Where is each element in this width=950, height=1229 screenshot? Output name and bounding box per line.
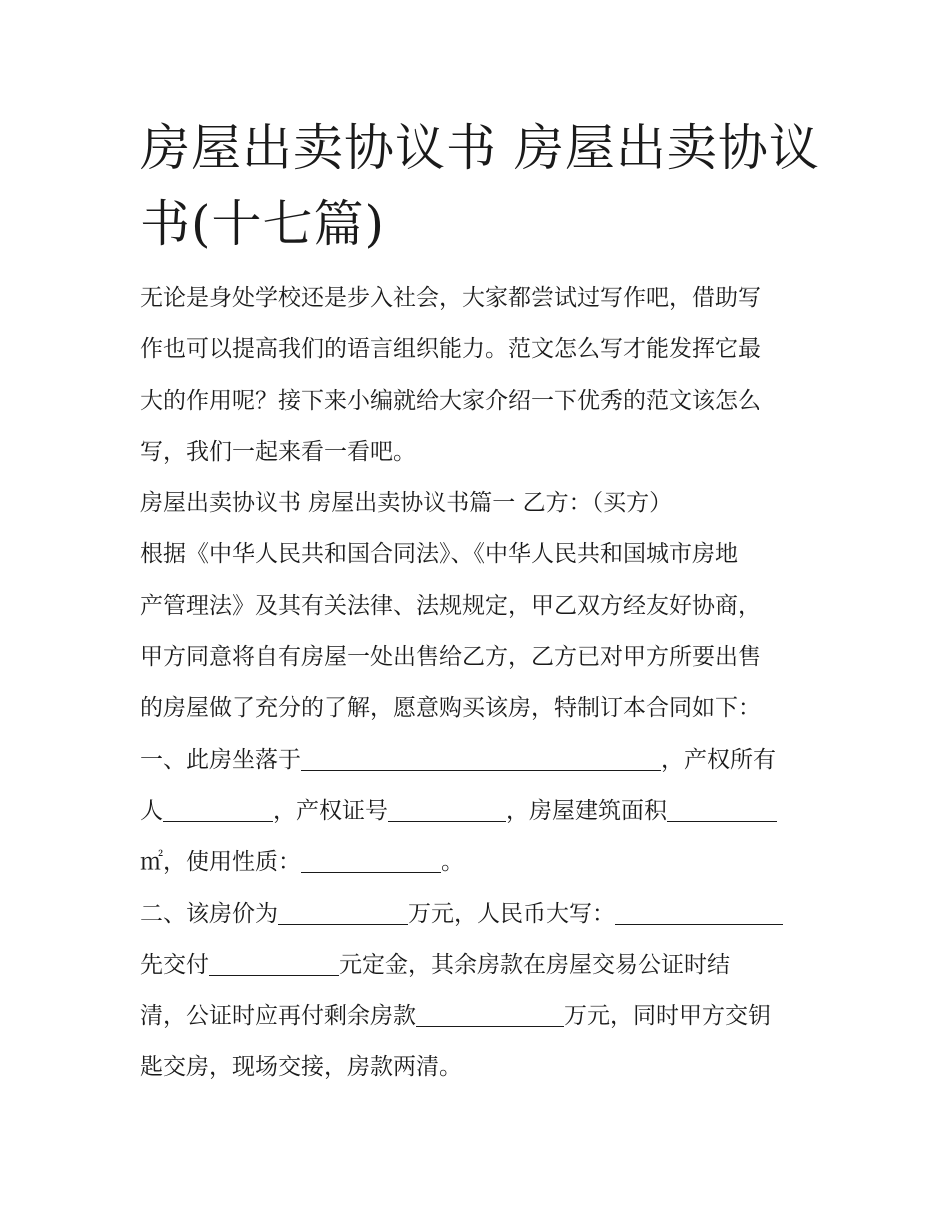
clause2-line-3 (140, 991, 812, 1042)
clause1-line-3 (140, 837, 812, 888)
clause2-line-2 (140, 940, 812, 991)
price-blank[interactable] (278, 900, 408, 925)
usage-blank[interactable] (301, 848, 441, 873)
document-body (140, 273, 812, 1094)
unit-label: ㎡，使用性质： (140, 849, 301, 876)
para-line: 根据《中华人民共和国合同法》、《中华人民共和国城市房地 (140, 541, 738, 568)
title-line-1: 房屋出卖协议书 房屋出卖协议 (140, 119, 820, 177)
location-blank[interactable] (301, 746, 661, 771)
cert-blank[interactable] (388, 797, 506, 822)
deposit-blank[interactable] (209, 951, 339, 976)
owner-label: 人 (140, 797, 163, 824)
clause1-prefix: 一、此房坐落于 (140, 746, 301, 773)
clause2-line-1 (140, 889, 812, 940)
area-blank[interactable] (667, 797, 777, 822)
remaining-suffix: 万元，同时甲方交钥 (564, 1003, 771, 1030)
clause1-end: 。 (441, 849, 464, 876)
clause1-owner-text: ，产权所有 (661, 746, 776, 773)
document-title (140, 110, 820, 262)
owner-blank[interactable] (163, 797, 273, 822)
price-words-blank[interactable] (615, 900, 783, 925)
para-line: 的房屋做了充分的了解，愿意购买该房，特制订本合同如下： (140, 695, 761, 722)
title-line-2: 书(十七篇) (140, 195, 386, 253)
remaining-blank[interactable] (416, 1002, 564, 1027)
clause1-line-1 (140, 735, 812, 786)
deposit-suffix: 元定金，其余房款在房屋交易公证时结 (339, 951, 730, 978)
intro-line: 大的作用呢？接下来小编就给大家介绍一下优秀的范文该怎么 (140, 387, 761, 414)
intro-line: 作也可以提高我们的语言组织能力。范文怎么写才能发挥它最 (140, 336, 761, 363)
section-heading: 房屋出卖协议书 房屋出卖协议书篇一 乙方：（买方） (140, 490, 673, 517)
clause2-prefix: 二、该房价为 (140, 900, 278, 927)
clause1-line-2 (140, 786, 812, 837)
cert-label: ，产权证号 (273, 797, 388, 824)
para-line: 产管理法》及其有关法律、法规规定，甲乙双方经友好协商， (140, 592, 761, 619)
clause2-line-4: 匙交房，现场交接，房款两清。 (140, 1054, 462, 1081)
deposit-prefix: 先交付 (140, 951, 209, 978)
clause2-wan: 万元，人民币大写： (408, 900, 615, 927)
para-line: 甲方同意将自有房屋一处出售给乙方，乙方已对甲方所要出售 (140, 644, 761, 671)
intro-line: 写，我们一起来看一看吧。 (140, 438, 416, 465)
area-label: ，房屋建筑面积 (506, 797, 667, 824)
intro-line: 无论是身处学校还是步入社会，大家都尝试过写作吧，借助写 (140, 285, 761, 311)
remaining-prefix: 清，公证时应再付剩余房款 (140, 1003, 416, 1030)
